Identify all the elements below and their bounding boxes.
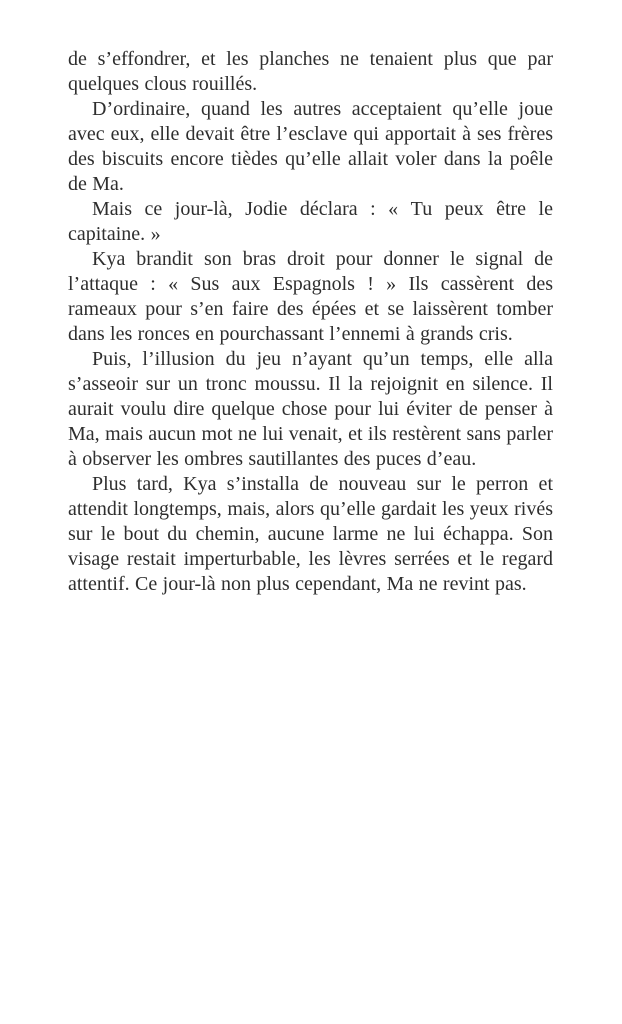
body-text bbox=[68, 47, 553, 597]
paragraph: Puis, l’illusion du jeu n’ayant qu’un temps, elle alla s’asseoir sur un tronc moussu. Il la rejoignit en silence. Il aurait voulu dire quelque chose pour lui éviter de penser à Ma, mais aucun mot ne lui venait, et ils restèrent sans parler à observer les ombres sautillantes des puces d’eau. bbox=[68, 348, 553, 470]
paragraph: Plus tard, Kya s’installa de nouveau sur le perron et attendit longtemps, mais, alors qu’elle gardait les yeux rivés sur le bout du chemin, aucune larme ne lui échappa. Son visage restait imperturbable, les lèvres serrées et le regard attentif. Ce jour-là non plus cependant, Ma ne revint pas. bbox=[68, 473, 553, 595]
paragraph: Kya brandit son bras droit pour donner le signal de l’attaque : « Sus aux Espagnols ! » Ils cassèrent des rameaux pour s’en faire des épées et se laissèrent tomber dans les ronces en pourchassant l’ennemi à grands cris. bbox=[68, 248, 553, 345]
paragraph: Mais ce jour-là, Jodie déclara : « Tu peux être le capitaine. » bbox=[68, 198, 553, 245]
paragraph: de s’effondrer, et les planches ne tenaient plus que par quelques clous rouillés. bbox=[68, 48, 553, 95]
paragraph: D’ordinaire, quand les autres acceptaient qu’elle joue avec eux, elle devait être l’esclave qui apportait à ses frères des biscuits encore tièdes qu’elle allait voler dans la poêle de Ma. bbox=[68, 98, 553, 195]
